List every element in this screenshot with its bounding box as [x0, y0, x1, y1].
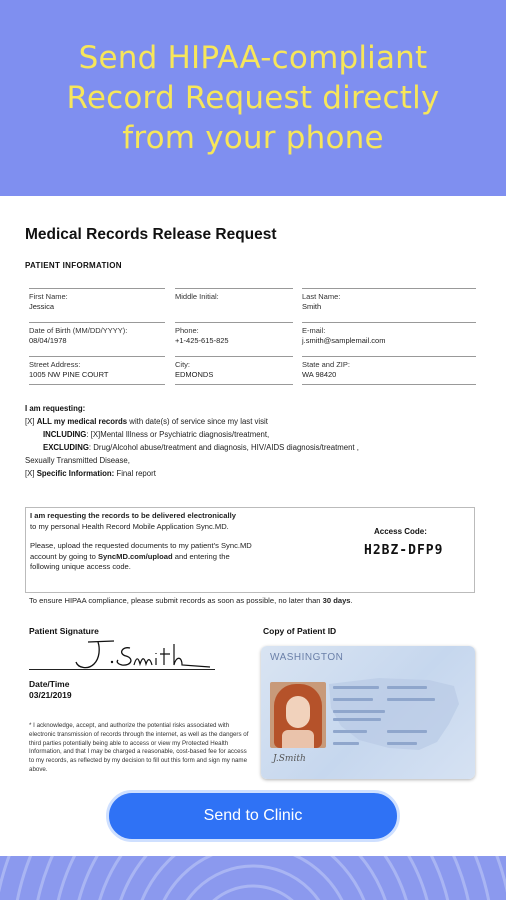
signature-label: Patient Signature — [29, 626, 99, 636]
hero-line-1: Send HIPAA-compliant — [78, 40, 428, 76]
last-name-label: Last Name: — [302, 292, 341, 301]
street-label: Street Address: — [29, 360, 81, 369]
compliance-text: To ensure HIPAA compliance, please submit records as soon as possible, no later than — [29, 596, 323, 605]
all-records-bold: ALL my medical records — [36, 417, 128, 426]
state-zip-field — [302, 356, 476, 385]
first-name-field — [29, 288, 165, 312]
dob-label: Date of Birth (MM/DD/YYYY): — [29, 326, 128, 335]
electronic-delivery-text — [30, 511, 335, 573]
upload-prefix: account by going to — [30, 551, 98, 561]
excluding-line — [25, 441, 485, 454]
dob-value: 08/04/1978 — [29, 336, 67, 345]
middle-initial-label: Middle Initial: — [175, 292, 219, 301]
including-label: INCLUDING — [43, 430, 87, 439]
phone-field — [175, 322, 293, 346]
excluding-line-2: Sexually Transmitted Disease, — [25, 456, 130, 465]
compliance-deadline: 30 days — [322, 596, 351, 605]
request-details — [25, 402, 485, 480]
date-value: 03/21/2019 — [29, 690, 72, 700]
hero-line-3: from your phone — [122, 120, 384, 156]
compliance-end: . — [350, 596, 353, 605]
decorative-pattern — [0, 856, 506, 900]
state-zip-label: State and ZIP: — [302, 360, 350, 369]
phone-label: Phone: — [175, 326, 199, 335]
id-card-signature: J.Smith — [273, 754, 306, 764]
excluding-label: EXCLUDING — [43, 443, 89, 452]
street-value: 1005 NW PINE COURT — [29, 370, 109, 379]
email-value: j.smith@samplemail.com — [302, 336, 386, 345]
first-name-label: First Name: — [29, 292, 68, 301]
dob-field — [29, 322, 165, 346]
access-code-value: H2BZ-DFP9 — [364, 543, 444, 558]
send-to-clinic-button[interactable]: Send to Clinic — [106, 790, 400, 842]
id-state-name: WASHINGTON — [270, 652, 344, 663]
upload-suffix: and entering the — [172, 551, 230, 561]
signature-line — [29, 669, 215, 670]
email-label: E-mail: — [302, 326, 326, 335]
date-label: Date/Time — [29, 679, 70, 689]
all-records-rest: with date(s) of service since my last visit — [127, 417, 268, 426]
access-code-label: Access Code: — [374, 527, 427, 536]
patient-info-heading: PATIENT INFORMATION — [25, 261, 122, 270]
street-field — [29, 356, 165, 385]
id-photo — [270, 682, 326, 748]
email-field — [302, 322, 476, 346]
last-name-value: Smith — [302, 302, 322, 311]
arc-pattern — [0, 856, 506, 900]
state-map-watermark — [319, 664, 469, 764]
form-title: Medical Records Release Request — [25, 226, 277, 243]
patient-id-card — [261, 646, 475, 779]
electronic-line-2: to my personal Health Record Mobile Application Sync.MD. — [30, 521, 229, 531]
city-field — [175, 356, 293, 385]
consent-fine-print: * I acknowledge, accept, and authorize the potential risks associated with electronic transmission of records through the internet, as well as the dangers of third parties potentially being able to access or view my Protected Health Information, and that I may be charged a reasonable, cost-based fee for access to my records, as reflected by my decision to fill out this form and sign my name above. — [29, 722, 249, 773]
requesting-heading: I am requesting: — [25, 404, 86, 413]
hero-line-2: Record Request directly — [66, 80, 440, 116]
records-request-form — [0, 196, 506, 860]
electronic-heading: I am requesting the records to be delivered electronically — [30, 511, 236, 520]
city-label: City: — [175, 360, 190, 369]
specific-info-line — [25, 467, 485, 480]
upload-link[interactable]: SyncMD.com/upload — [97, 551, 173, 561]
all-records-line — [25, 415, 485, 428]
electronic-line-4 — [30, 552, 335, 563]
excluding-text: : Drug/Alcohol abuse/treatment and diagnosis, HIV/AIDS diagnosis/treatment , — [88, 443, 359, 452]
last-name-field — [302, 288, 476, 312]
city-value: EDMONDS — [175, 370, 214, 379]
hero-banner — [0, 0, 506, 196]
all-records-checkbox: [X] — [25, 417, 35, 426]
middle-initial-field — [175, 288, 293, 302]
compliance-note — [29, 596, 353, 605]
hero-headline — [67, 38, 440, 158]
phone-value: +1-425-615-825 — [175, 336, 229, 345]
first-name-value: Jessica — [29, 302, 55, 311]
including-line — [25, 428, 485, 441]
state-zip-value: WA 98420 — [302, 370, 337, 379]
including-text: : [X]Mental Illness or Psychiatric diagnosis/treatment, — [86, 430, 270, 439]
specific-bold: Specific Information: — [36, 469, 115, 478]
specific-checkbox: [X] — [25, 469, 35, 478]
electronic-line-3: Please, upload the requested documents to my patient's Sync.MD — [30, 541, 252, 550]
patient-id-label: Copy of Patient ID — [263, 626, 337, 636]
electronic-delivery-box — [25, 507, 475, 593]
electronic-line-5: following unique access code. — [30, 562, 131, 571]
specific-rest: Final report — [114, 469, 156, 478]
